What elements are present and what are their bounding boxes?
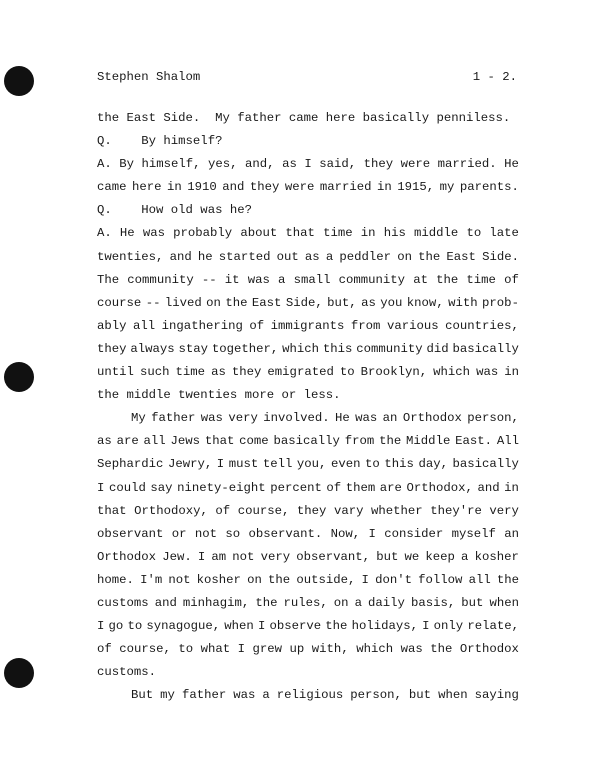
interviewee-name: Stephen Shalom [97,70,201,84]
transcript-line: The community -- it was a small community at the time of [97,272,519,287]
transcript-line: But my father was a religious person, but when saying [131,688,519,703]
transcript-line: home. I'm not kosher on the outside, I don't follow all the [97,572,519,587]
binder-hole [4,362,34,392]
transcript-line: that Orthodoxy, of course, they vary whether they're very [97,503,519,518]
binder-hole [4,66,34,96]
transcript-line: twenties, and he started out as a peddler on the East Side. [97,249,519,264]
transcript-line: they always stay together, which this community did basically [97,341,519,356]
transcript-line: I could say ninety-eight percent of them are Orthodox, and in [97,480,519,495]
transcript-line: Q. How old was he? [97,203,252,218]
binder-hole [4,658,34,688]
transcript-line: customs and minhagim, the rules, on a daily basis, but when [97,595,519,610]
transcript-line: the middle twenties more or less. [97,388,341,403]
transcript-line: I go to synagogue, when I observe the holidays, I only relate, [97,619,519,634]
transcript-line: until such time as they emigrated to Brooklyn, which was in [97,365,519,380]
page-number: 1 - 2. [472,70,517,84]
transcript-line: as are all Jews that come basically from the Middle East. All [97,434,519,449]
transcript-line: A. By himself, yes, and, as I said, they were married. He [97,157,519,172]
transcript-line: course -- lived on the East Side, but, as you know, with prob- [97,295,519,310]
transcript-line: of course, to what I grew up with, which was the Orthodox [97,642,519,657]
transcript-line: Sephardic Jewry, I must tell you, even to this day, basically [97,457,519,472]
transcript-line: A. He was probably about that time in his middle to late [97,226,519,241]
transcript-line: observant or not so observant. Now, I consider myself an [97,526,519,541]
transcript-line: Orthodox Jew. I am not very observant, but we keep a kosher [97,549,519,564]
transcript-line: ably all ingathering of immigrants from various countries, [97,318,519,333]
transcript-line: came here in 1910 and they were married in 1915, my parents. [97,180,519,195]
transcript-line: customs. [97,665,157,680]
transcript-line: My father was very involved. He was an Orthodox person, [131,411,519,426]
transcript-line: Q. By himself? [97,134,223,149]
transcript-body [97,107,519,707]
page-header [97,70,517,84]
transcript-line: the East Side. My father came here basically penniless. [97,111,511,125]
